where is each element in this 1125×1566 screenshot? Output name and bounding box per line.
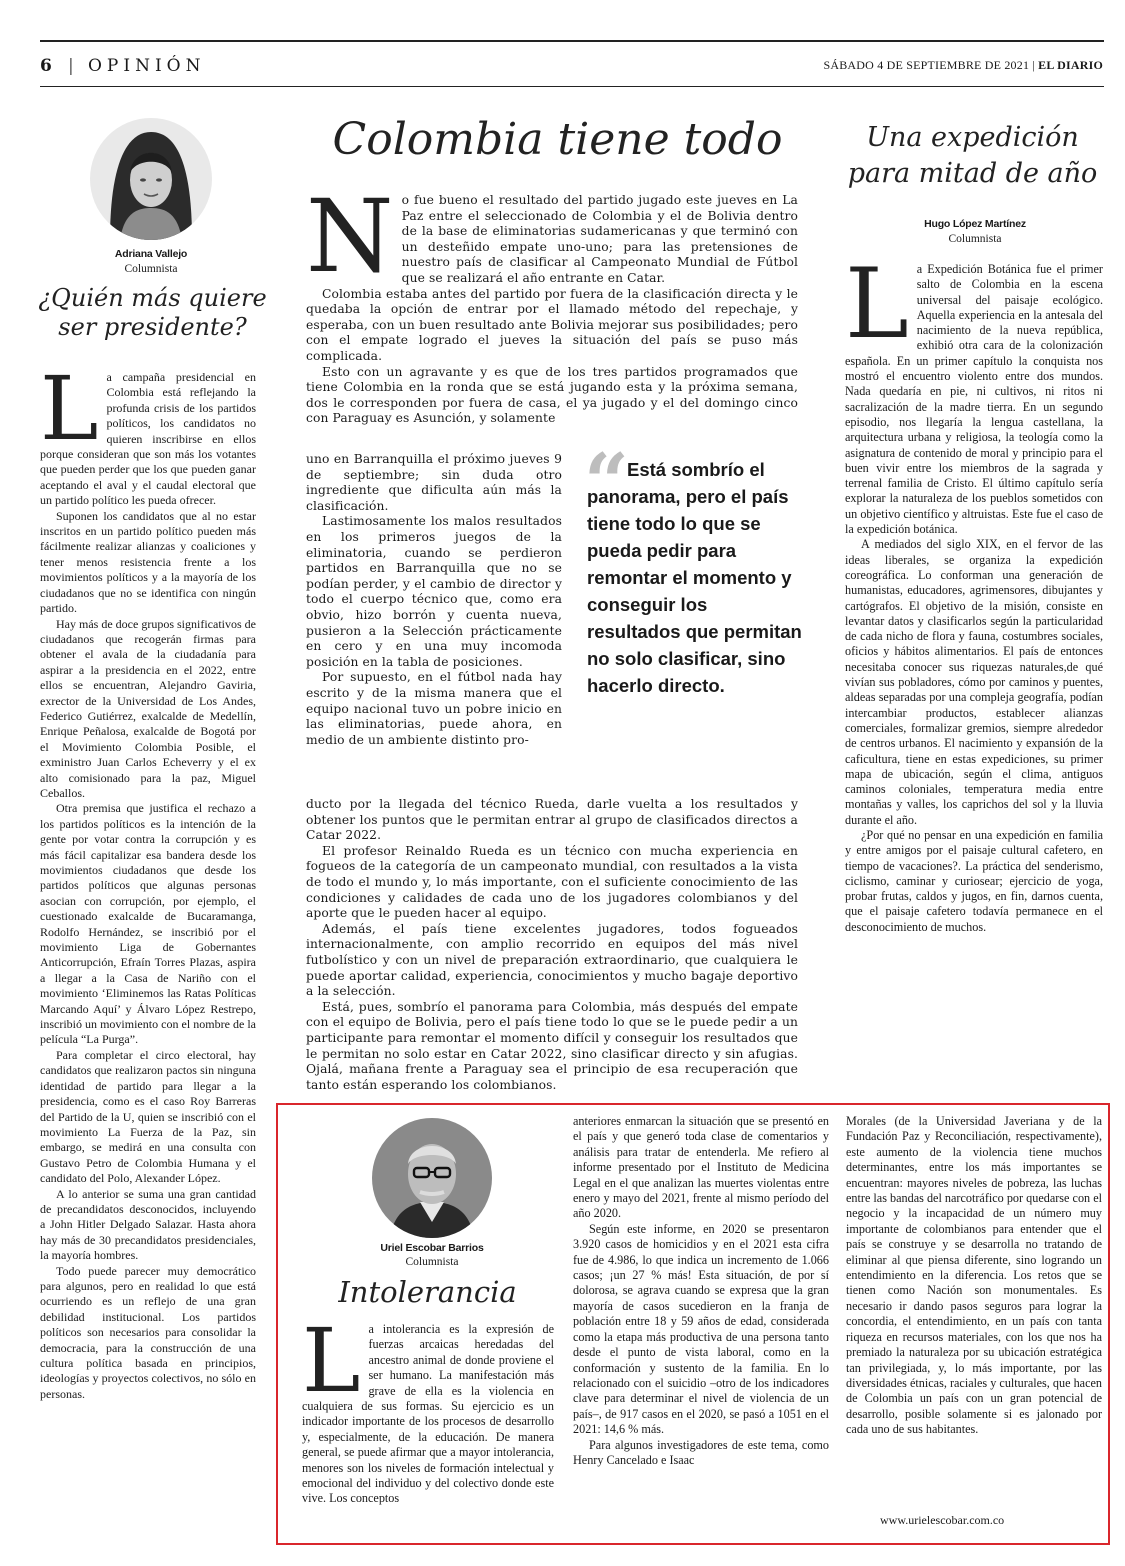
author-photo-adriana <box>90 118 212 240</box>
article-body-right <box>845 248 1103 935</box>
drop-cap: L <box>302 1309 361 1412</box>
header-top-rule <box>40 40 1104 42</box>
paragraph: Según este informe, en 2020 se presentaron 3.920 casos de homicidios y en el 2021 esta cifra fue de 4.986, lo que indica un incremento de 1.066 casos; ¡un 27 % más! Esta situación, de por sí dolorosa, se agrava cuando se expresa que la gran mayoría de casos sucedieron en la franja de población entre 18 y 59 años de edad, considerada como la etapa más productiva de una persona tanto desde el punto de vista laboral, como en la conformación y sustento de la familia. En lo relacionado con el suicidio –otro de los indicadores clave para determinar el nivel de violencia de un país–, de 917 casos en el 2020, se pasó a 1051 en el 2021: 14,6 % más. <box>573 1221 829 1437</box>
article-title-bottom: Intolerancia <box>338 1275 517 1309</box>
issue-date <box>823 58 1103 73</box>
paragraph: A mediados del siglo XIX, en el fervor de las ideas liberales, se organiza la expedición coreográfica. Lo conforman una generación de humanistas, educadores, agrimensores, dibujantes y cartógrafos. El objetivo de la misión, consiste en levantar datos y clasificarlos según la particularidad de cada nicho de flora y fauna, costumbres sociales, oficios y hábitos alimentarios. El país de entonces necesitaba conocer sus riquezas naturales,de qué vivían sus pobladores, cómo por caminos y puentes, aldeas separadas por una compleja geografía, podían intercambiar productos, establecer alianzas comerciales, formalizar gremios, siempre alrededor de centros urbanos. El nacimiento y expansión de la caficultura, tiene en estas expediciones, su primer mapa de ubicación, según el clima, antiguos caminos coloniales, temperatura media entre montañas y valles, los caprichos del sol y la lluvia durante el año. <box>845 537 1103 827</box>
author-name: Uriel Escobar Barrios <box>380 1242 484 1254</box>
paragraph <box>306 178 798 295</box>
paragraph: Esto con un agravante y es que de los tres partidos programados que tiene Colombia en la ronda que se está jugando esta y la próxima semana, dos le corresponden por fuera de casa, el ya jugado y el del domingo cinco con Paraguay es Asunción, y solamente <box>306 364 798 426</box>
author-role: Columnista <box>124 263 178 275</box>
paragraph: ducto por la llegada del técnico Rueda, darle vuelta a los resultados y obtener los puntos que le permitan entrar al grupo de clasificados directos a Catar 2022. <box>306 797 798 843</box>
header-separator: | <box>68 56 74 76</box>
quote-mark-icon: “ <box>584 437 629 528</box>
article-body-left <box>40 357 256 1402</box>
drop-cap: L <box>845 248 909 360</box>
paragraph <box>845 248 1103 537</box>
paragraph: Para completar el circo electoral, hay candidatos que realizaron pactos sin ninguna identidad de partido para llegar a la presidencia, como es el caso Roy Barreras del Partido de la U, quien se inscribió con el movimiento La Fuerza de la Paz, sin embargo, se medirá en una consulta con Gustavo Petro de Colombia Humana y el candidato del Polo, Alexander López. <box>40 1047 256 1186</box>
article-body-bottom-col3 <box>846 1114 1102 1438</box>
article-body-center-bottom <box>306 797 798 1093</box>
article-body-bottom-col1 <box>302 1309 554 1507</box>
paragraph: Morales (de la Universidad Javeriana y de la Fundación Paz y Reconciliación, respectivamente), este aumento de la violencia tiene muchos determinantes, entre los más importantes se encuentran: mayores niveles de pobreza, las luchas entre las bandas del narcotráfico por quedarse con el negocio y la incapacidad de un número muy importante de colombianos para entender que el país se construye y se desarrolla no tratando de eliminar al que piensa diferente, sino logrando un entendimiento en la diferencia. Los retos que se tienen como Nación son monumentales. Es necesario ir dando pasos seguros para lograr la concordia, el entendimiento, en un país con tanta riqueza en recursos materiales, con los que nos ha premiado la naturaleza por su ubicación estratégica tan privilegiada, y, lo más importante, por las diversidades étnicas, raciales y culturales, que hacen de Colombia un país con un gran potencial de desarrollo, posible solamente si es jalonado por cada uno de sus habitantes. <box>846 1114 1102 1437</box>
paragraph: uno en Barranquilla el próximo jueves 9 de septiembre; sin duda otro ingrediente que dificulta aún más la clasificación. <box>306 452 562 513</box>
article-title-center: Colombia tiene todo <box>332 114 783 165</box>
author-name: Hugo López Martínez <box>924 218 1026 230</box>
paragraph <box>40 357 256 509</box>
paragraph: anteriores enmarcan la situación que se presentó en el país y que generó toda clase de comentarios y análisis para tratar de entenderla. Me refiero al informe presentado por el Instituto de Medicina Legal en el que analizan las muertes violentas entre enero y mayo del 2021, frente al mismo período del año 2020. <box>573 1114 829 1221</box>
author-website: www.urielescobar.com.co <box>880 1513 1005 1527</box>
article-body-center-top <box>306 178 798 427</box>
article-title-left: ¿Quién más quiere ser presidente? <box>38 284 267 341</box>
paragraph: A lo anterior se suma una gran cantidad de precandidatos desconocidos, incluyendo a John Hitler Delgado Salazar. Hasta ahora hay más de 30 precandidatos presidenciales, la mayoría hombres. <box>40 1186 256 1263</box>
paragraph-text: o fue bueno el resultado del partido jugado este jueves en La Paz entre el seleccionado de Colombia y el de Bolivia dentro de la base de eliminatorias sudamericanas y que terminó con un desteñido empate uno-uno; para las pretensiones de nuestro país de clasificar al Campeonato Mundial de Fútbol que se realizará el año entrante en Catar. <box>401 193 798 285</box>
paper-name: EL DIARIO <box>1038 58 1103 72</box>
article-body-bottom-col2 <box>573 1114 829 1468</box>
paragraph <box>302 1309 554 1507</box>
paragraph: ¿Por qué no pensar en una expedición en familia y entre amigos por el paisaje cultural cafetero, en tiempo de vacaciones?. La práctica del senderismo, ciclismo, caminar y curiosear; ejercicio de yoga, probar frutas, caldos y jugos, en fin, darnos cuenta, que el paisaje cafetero todavía permanece en el desconocimiento de muchos. <box>845 827 1103 934</box>
date-separator: | <box>1029 58 1039 72</box>
paragraph-text: a campaña presidencial en Colombia está reflejando la profunda crisis de los partidos políticos, los candidatos no quieren inscribirse en ellos porque consideran que son más los votantes que pueden perder que los que pueden ganar aceptando el aval y el caudal electoral que un partido político les pueda ofrecer. <box>40 370 256 508</box>
paragraph: Lastimosamente los malos resultados en los primeros juegos de la eliminatoria, cuando se perdieron partidos en Barranquilla que no se podían perder, y el cambio de director y todo el cuerpo técnico que, como era obvio, hizo borrón y cuenta nueva, pusieron a la Selección prácticamente en cero y en una muy incomoda posición en la tabla de posiciones. <box>306 514 562 669</box>
paragraph: Todo puede parecer muy democrático para algunos, pero en realidad lo que está ocurriendo es un reflejo de una gran debilidad institucional. Los partidos políticos son necesarios para consolidar la democracia, para la construcción de una cultura política basada en principios, ideologías y proyectos colectivos, no sólo en personas. <box>40 1263 256 1401</box>
paragraph-text: a Expedición Botánica fue el primer salto de Colombia en la escena universal del paisaje ecológico. Aquella experiencia en la antesala del nacimiento de la nueva república, exhibió otra cara de la colonización española. En un primer capítulo la conquista nos mostró el encuentro violento entre dos mundos. Nada quedaría en pie, ni cultivos, ni ritos ni sacralización de la madre tierra. En un segundo episodio, nos llegaría la lengua castellana, la arquitectura urbana y religiosa, la teología como la asignatura de contenido de moral y principio para el buen vivir entre los miembros de la sagrada y terrenal familia de Cristo. El último capítulo sería explorar la naturaleza de los pueblos sometidos con un objetivo científico y altruistas. Este fue el caso de la expedición botánica. <box>845 262 1103 537</box>
paragraph: Por supuesto, en el fútbol nada hay escrito y de la misma manera que el equipo nacional tuvo un pobre inicio en las eliminatorias, puede ahora, en medio de un ambiente distinto pro- <box>306 670 562 747</box>
article-title-right: Una expedición para mitad de año <box>847 122 1098 189</box>
paragraph: Suponen los candidatos que al no estar inscritos en un partido político pueden más fácilmente realizar alianzas y coaliciones y tener menos resistencia frente a los movimientos políticos y a la mayoría de los ciudadanos que no se identifica con ningún partido. <box>40 508 256 616</box>
paragraph: Además, el país tiene excelentes jugadores, todos fogueados internacionalmente, con amplio recorrido en equipos del más nivel futbolístico y con un nivel de preparación extraordinario, que cualquiera le puede aportar calidad, experiencia, conocimientos y mucho bagaje deportivo a la selección. <box>306 921 798 999</box>
date-text: SÁBADO 4 DE SEPTIEMBRE DE 2021 <box>823 58 1030 72</box>
drop-cap: L <box>40 357 99 460</box>
paragraph-text: a intolerancia es la expresión de fuerzas arcaicas heredadas del ancestro animal de donde proviene el ser humano. La manifestación más grave de ella es la violencia en cualquiera de sus formas. Su ejercicio es un indicador importante de los procesos de desarrollo y, especialmente, de la educación. De manera general, se puede afirmar que a mayor intolerancia, menores son los niveles de formación intelectual y emocional del individuo y del colectivo donde este vive. Los conceptos <box>302 1322 554 1506</box>
header-bottom-rule <box>40 86 1104 87</box>
paragraph: El profesor Reinaldo Rueda es un técnico con mucha experiencia en fogueos de la categoría de un campeonato mundial, con resultados a la vista de todo el mundo y, lo más importante, con el suficiente conocimiento de las condiciones y calidades de cada uno de los jugadores colombianos y del aporte que le pueden hacer al equipo. <box>306 843 798 921</box>
author-role: Columnista <box>948 233 1002 245</box>
pull-quote: Está sombrío el panorama, pero el país tiene todo lo que se pueda pedir para remontar el momento y conseguir los resultados que permitan no solo clasificar, sino hacerlo directo. <box>587 459 802 696</box>
author-role: Columnista <box>405 1256 459 1268</box>
paragraph: Colombia estaba antes del partido por fuera de la clasificación directa y le quedaba la opción de entrar por el llamado método del repechaje, y esperaba, con un buen resultado ante Bolivia mejorar sus posibilidades; pero con el empate logrado el jueves la situación del país se puso más complicada. <box>306 286 798 363</box>
paragraph: Hay más de doce grupos significativos de ciudadanos que recogerán firmas para obtener el avala de la ciudadanía para aspirar a la presidencia en el 2022, entre ellos se encuentran, Alejandro Gaviria, exrector de la Universidad de Los Andes, Federico Gutiérrez, exalcalde de Medellín, Enrique Peñalosa, exalcalde de Bogotá por el Movimiento Colombia Posible, el exministro Juan Carlos Echeverry y el ex alto comisionado para la paz, Miguel Ceballos. <box>40 616 256 800</box>
page-number: 6 <box>40 56 52 76</box>
author-photo-uriel <box>372 1118 492 1238</box>
paragraph: Para algunos investigadores de este tema, como Henry Cancelado e Isaac <box>573 1437 829 1467</box>
drop-cap: N <box>306 178 394 295</box>
paragraph: Otra premisa que justifica el rechazo a los partidos políticos es la intención de la gente por votar contra la corrupción y es más fácil capitalizar esa bandera desde los movimientos ciudadanos que desde los partidos políticos que algunas personas asocian con corrupción, por ejemplo, el cuestionado exalcalde de Bucaramanga, Rodolfo Hernández, se inscribió por el movimiento Liga de Gobernantes Anticorrupción, Efraín Torres Plazas, aspira a llegar a la Casa de Nariño con el movimiento ‘Eliminemos las Ratas Políticas Marcando Aquí’ y Álvaro López Restrepo, inscribió un movimiento con el nombre de la película “La Purga”. <box>40 801 256 1047</box>
author-name: Adriana Vallejo <box>114 248 188 260</box>
section-name: OPINIÓN <box>88 56 206 76</box>
article-body-center-narrow <box>306 452 562 748</box>
paragraph: Está, pues, sombrío el panorama para Colombia, más después del empate con el equipo de Bolivia, pero el país tiene todo lo que se le puede pedir a un participante para remontar el momento difícil y conseguir los resultados que le permitan no solo estar en Catar 2022, sino clasificar directo y sin afugias. Ojalá, mañana frente a Paraguay sea el principio de esa recuperación que tanto están esperando los colombianos. <box>306 999 798 1092</box>
